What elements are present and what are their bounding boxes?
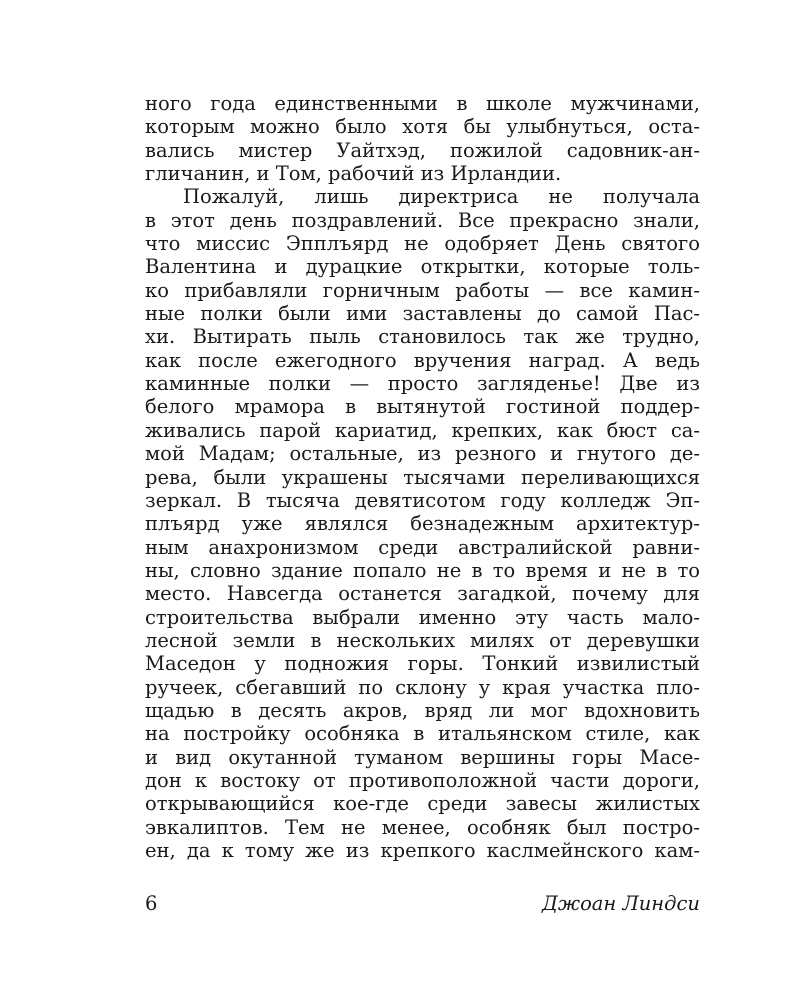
text-line: лесной земли в нескольких милях от деревушки (145, 628, 700, 652)
text-line: как после ежегодного вручения наград. А ведь (145, 348, 700, 372)
paragraph-first-line: Пожалуй, лишь директриса не получала (183, 185, 700, 209)
text-line: ные полки были ими заставлены до самой Пас- (145, 302, 700, 326)
text-line: открывающийся кое-где среди завесы жилистых (145, 792, 700, 816)
text-line: дон к востоку от противоположной части дороги, (145, 768, 700, 792)
text-line: мой Мадам; остальные, из резного и гнутого де- (145, 442, 700, 466)
page-number: 6 (145, 892, 158, 915)
page-body-text (145, 92, 700, 862)
text-line: место. Навсегда останется загадкой, почему для (145, 582, 700, 606)
text-line: в этот день поздравлений. Все прекрасно знали, (145, 208, 700, 232)
text-line: и вид окутанной туманом вершины горы Масе- (145, 745, 700, 769)
text-line: ен, да к тому же из крепкого каслмейнского кам- (145, 839, 700, 862)
page-footer (145, 890, 700, 918)
text-line: хи. Вытирать пыль становилось так же трудно, (145, 325, 700, 349)
text-line: на постройку особняка в итальянском стиле, как (145, 722, 700, 746)
text-line: ко прибавляли горничным работы — все камин- (145, 278, 700, 302)
text-line: эвкалиптов. Тем не менее, особняк был постро- (145, 815, 700, 839)
text-line: что миссис Эпплъярд не одобряет День святого (145, 232, 700, 256)
running-head-author: Джоан Линдси (542, 892, 700, 915)
text-line: рева, были украшены тысячами переливающихся (145, 465, 700, 489)
text-line: ного года единственными в школе мужчинами, (145, 92, 700, 115)
text-line: гличанин, и Том, рабочий из Ирландии. (145, 162, 562, 186)
text-line: каминные полки — просто загляденье! Две из (145, 372, 700, 396)
text-line: ным анахронизмом среди австралийской равни- (145, 535, 700, 559)
text-line: белого мрамора в вытянутой гостиной поддер- (145, 395, 700, 419)
text-line: живались парой кариатид, крепких, как бюст са- (145, 418, 700, 442)
text-line: щадью в десять акров, вряд ли мог вдохновить (145, 698, 700, 722)
text-line: зеркал. В тысяча девятисотом году колледж Эп- (145, 488, 700, 512)
text-line: Валентина и дурацкие открытки, которые толь- (145, 255, 700, 279)
text-line: ручеек, сбегавший по склону у края участка пло- (145, 675, 700, 699)
text-line: Маседон у подножия горы. Тонкий извилистый (145, 652, 700, 676)
text-line: строительства выбрали именно эту часть мало- (145, 605, 700, 629)
text-line: ны, словно здание попало не в то время и не в то (145, 558, 700, 582)
text-line: плъярд уже являлся безнадежным архитектур- (145, 512, 700, 536)
text-line: которым можно было хотя бы улыбнуться, оста- (145, 115, 700, 139)
text-line: вались мистер Уайтхэд, пожилой садовник-ан- (145, 138, 700, 162)
